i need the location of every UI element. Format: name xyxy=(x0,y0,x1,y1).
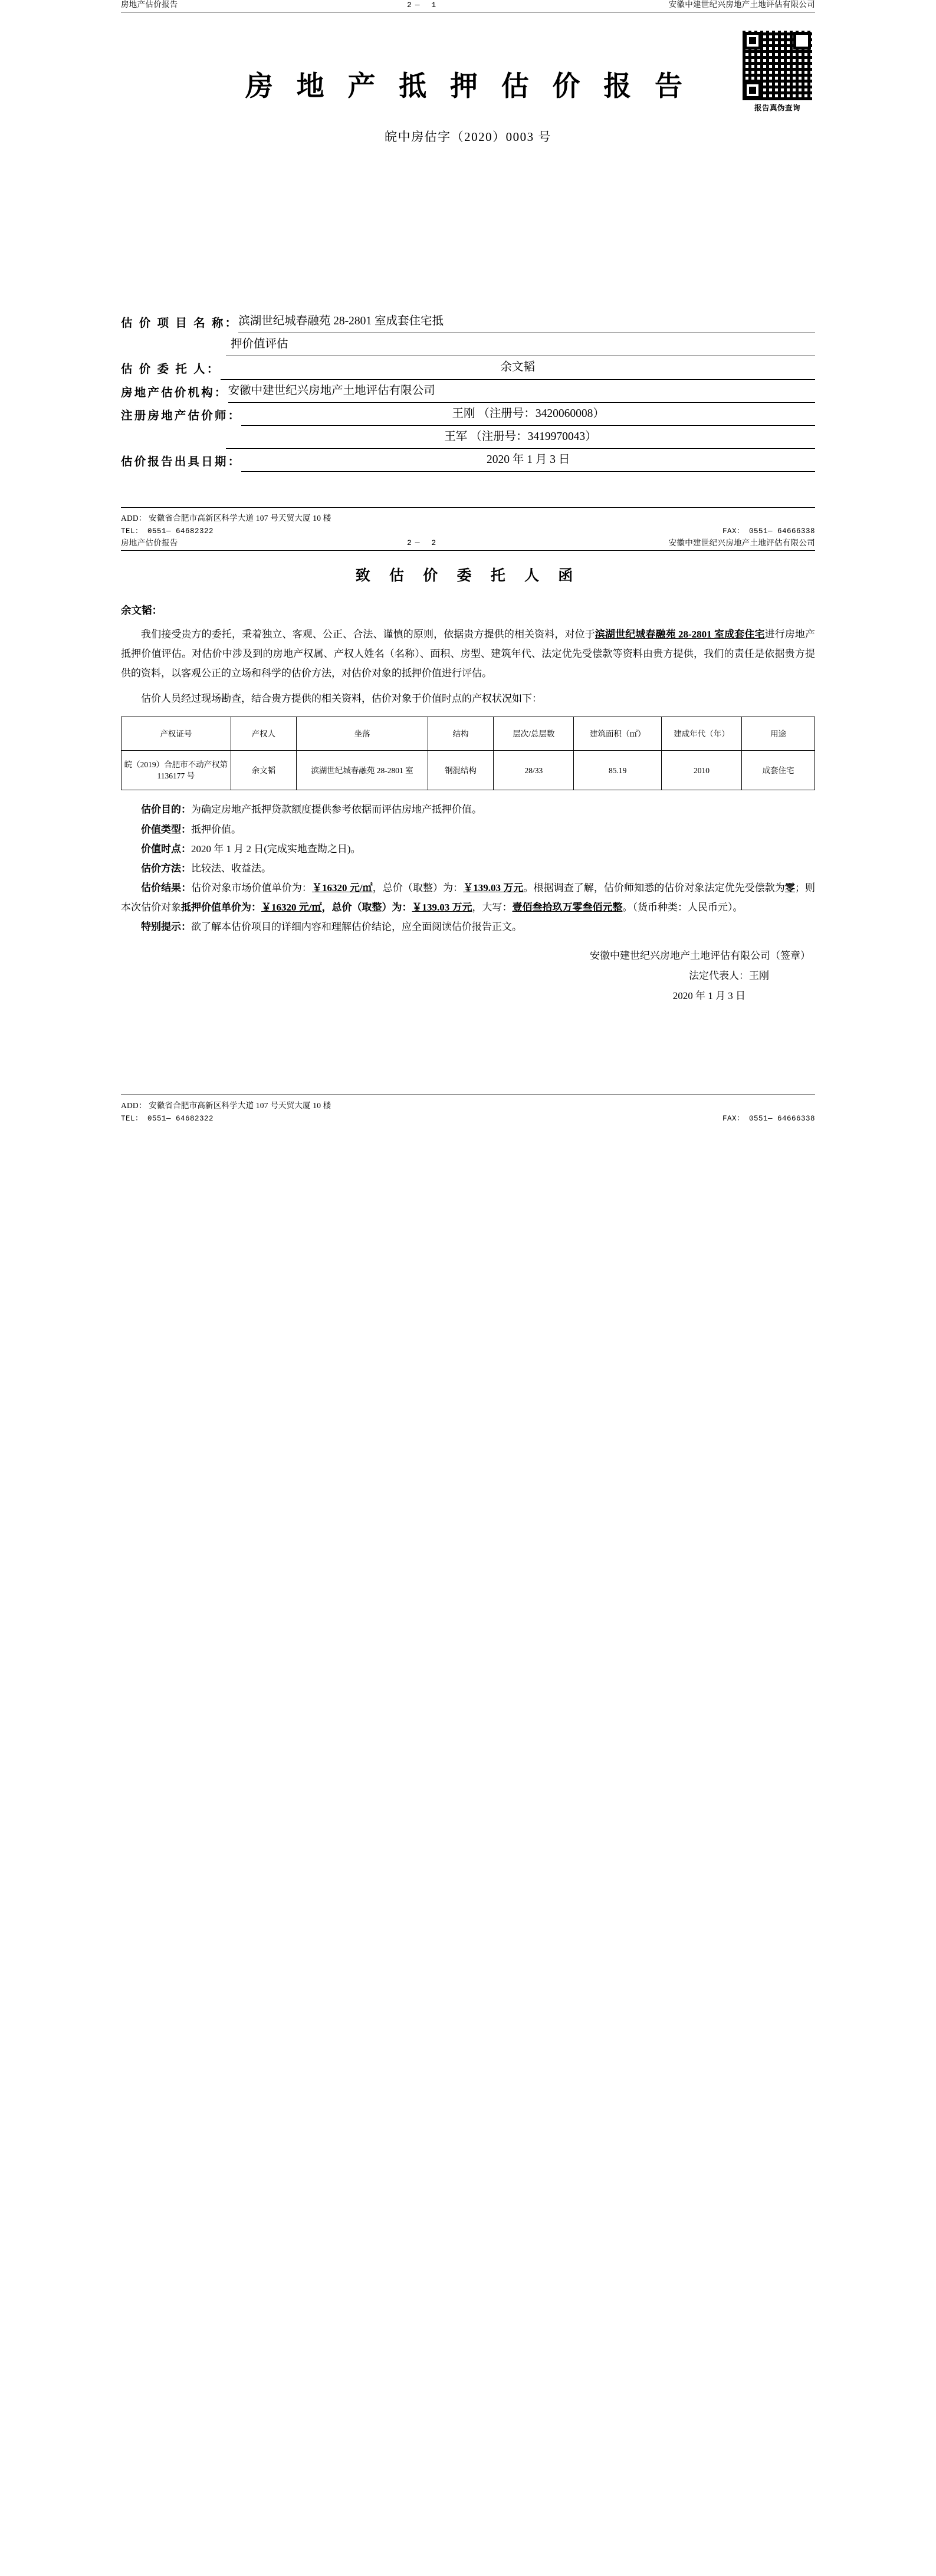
fax: FAX： 0551— 64666338 xyxy=(722,527,815,535)
result-mortgage-total-price: ￥139.03 万元 xyxy=(412,902,472,914)
cover-fields xyxy=(121,311,815,472)
result-part-d: ；则本次估价对象 xyxy=(121,882,816,914)
item-value: 为确定房地产抵押贷款额度提供参考依据而评估房地产抵押价值。 xyxy=(191,804,482,816)
para1-subject: 滨湖世纪城春融苑 28-2801 室成套住宅 xyxy=(595,628,765,640)
signature-date: 2020 年 1 月 3 日 xyxy=(672,990,745,1002)
letter-salutation: 余文韬： xyxy=(121,604,162,616)
field-value: 2020 年 1 月 3 日 xyxy=(241,450,815,472)
item-value-date xyxy=(121,839,815,859)
field-label: 估 价 委 托 人： xyxy=(121,363,221,376)
letter-paragraph-1 xyxy=(121,625,815,683)
running-header xyxy=(121,0,815,12)
field-value: 余文韬 xyxy=(221,357,815,379)
cover-page xyxy=(0,0,936,538)
result-amount-uppercase: 壹佰叁拾玖万零叁佰元整 xyxy=(512,902,623,914)
cover-address-block xyxy=(121,507,815,538)
running-header-left: 房地产估价报告 xyxy=(121,0,178,9)
qr-code-icon xyxy=(743,31,812,100)
page-title: 房 地 产 抵 押 估 价 报 告 xyxy=(245,71,691,103)
field-client xyxy=(121,357,815,379)
th-structure: 结构 xyxy=(428,717,493,751)
th-build-year: 建成年代（年） xyxy=(661,717,741,751)
td-certificate-no: 皖（2019）合肥市不动产权第 1136177 号 xyxy=(121,751,231,790)
qr-eye-pupil-top-right xyxy=(799,37,806,44)
result-key: 估价结果： xyxy=(141,882,192,893)
para1-part-c: 进行房地产抵押价值评估。对估价中涉及到的房地产权属、产权人姓名（名称）、面积、房型、建筑年代、法定优先受偿款等资料由贵方提供，我们的责任是依据贵方提供的资料，以客观公正的立场和科学的估价方法，对估价对象的抵押价值进行评估。 xyxy=(121,628,816,679)
cover-bottom-spacer xyxy=(121,473,815,507)
letter-address-block xyxy=(121,1095,815,1126)
field-label: 房地产估价机构： xyxy=(121,386,228,399)
result-part-f: ，总价（取整）为： xyxy=(321,902,412,914)
page-end-spacer xyxy=(121,1126,815,1161)
field-value: 滨湖世纪城春融苑 28-2801 室成套住宅抵 xyxy=(238,311,815,333)
running-header-right: 安徽中建世纪兴房地产土地评估有限公司 xyxy=(668,538,815,547)
th-floor: 层次/总层数 xyxy=(494,717,574,751)
contact-line xyxy=(121,1113,815,1126)
item-key: 估价目的： xyxy=(141,804,191,816)
result-part-e: 抵押价值单价为： xyxy=(181,902,261,914)
td-floor: 28/33 xyxy=(494,751,574,790)
report-code: 皖中房估字（2020）0003 号 xyxy=(385,130,551,144)
result-part-h: 。（货币种类：人民币元）。 xyxy=(622,902,743,914)
td-area: 85.19 xyxy=(574,751,662,790)
td-usage: 成套住宅 xyxy=(742,751,815,790)
letter-title: 致 估 价 委 托 人 函 xyxy=(355,567,581,584)
result-market-unit-price: ￥16320 元/㎡ xyxy=(311,882,373,893)
property-table xyxy=(121,717,815,790)
td-owner: 余文韬 xyxy=(231,751,296,790)
item-value-type xyxy=(121,820,815,839)
result-part-c: 。根据调查了解，估价师知悉的估价对象法定优先受偿款为 xyxy=(523,882,785,893)
table-row xyxy=(121,751,815,790)
signature-legal-representative: 法定代表人：王刚 xyxy=(689,970,769,982)
telephone: TEL： 0551— 64682322 xyxy=(121,1115,214,1123)
th-location: 坐落 xyxy=(297,717,428,751)
letter-page xyxy=(0,538,936,1161)
note-text: 欲了解本估价项目的详细内容和理解估价结论，应全面阅读估价报告正文。 xyxy=(191,921,522,933)
result-part-a: 估价对象市场价值单价为： xyxy=(191,882,312,893)
result-market-total-price: ￥139.03 万元 xyxy=(463,882,524,893)
th-certificate-no: 产权证号 xyxy=(121,717,231,751)
field-value: 安徽中建世纪兴房地产土地评估有限公司 xyxy=(228,381,815,403)
td-location: 滨湖世纪城春融苑 28-2801 室 xyxy=(297,751,428,790)
field-registered-appraisers xyxy=(121,404,815,426)
th-owner: 产权人 xyxy=(231,717,296,751)
signature-company: 安徽中建世纪兴房地产土地评估有限公司（签章） xyxy=(590,950,810,962)
field-project-name xyxy=(121,311,815,333)
note-key: 特别提示： xyxy=(141,921,191,933)
field-value-cont: 王军 （注册号：3419970043） xyxy=(226,427,815,449)
address-line: ADD： 安徽省合肥市高新区科学大道 107 号天贸大厦 10 楼 xyxy=(121,514,331,523)
qr-eye-pupil-top-left xyxy=(749,37,756,44)
result-part-g: ，大写： xyxy=(472,902,513,914)
cover-sheet xyxy=(0,0,936,538)
item-special-note xyxy=(121,917,815,937)
field-indent-spacer xyxy=(121,427,226,449)
item-key: 价值时点： xyxy=(141,843,191,855)
item-appraisal-result xyxy=(121,878,815,917)
item-key: 价值类型： xyxy=(141,823,191,835)
running-header-page: 2— 2 xyxy=(406,538,440,548)
item-value: 2020 年 1 月 2 日(完成实地查勘之日)。 xyxy=(191,843,361,855)
item-value: 抵押价值。 xyxy=(191,823,241,835)
result-prior-claim: 零 xyxy=(784,882,795,893)
letter-sheet xyxy=(0,538,936,1161)
qr-caption: 报告真伪查询 xyxy=(754,104,800,112)
item-value: 比较法、收益法。 xyxy=(191,862,271,874)
running-header-right: 安徽中建世纪兴房地产土地评估有限公司 xyxy=(668,0,815,9)
letter-bottom-spacer xyxy=(121,1006,815,1095)
td-structure: 钢混结构 xyxy=(428,751,493,790)
qr-eye-bottom-left xyxy=(744,81,761,99)
field-issue-date xyxy=(121,450,815,472)
running-header xyxy=(121,538,815,551)
letter-paragraph-2: 估价人员经过现场勘查，结合贵方提供的相关资料，估价对象于价值时点的产权状况如下： xyxy=(141,693,542,705)
qr-block xyxy=(740,31,815,113)
field-registered-appraisers-cont xyxy=(121,427,815,449)
field-label: 估价报告出具日期： xyxy=(121,456,242,469)
address-line: ADD： 安徽省合肥市高新区科学大道 107 号天贸大厦 10 楼 xyxy=(121,1101,331,1110)
contact-line xyxy=(121,525,815,538)
result-part-b: ，总价（取整）为： xyxy=(372,882,464,893)
para1-part-a: 我们接受贵方的委托，秉着独立、客观、公正、合法、谨慎的原则，依据贵方提供的相关资料，对位于 xyxy=(141,628,595,640)
td-build-year: 2010 xyxy=(661,751,741,790)
item-appraisal-method xyxy=(121,859,815,878)
telephone: TEL： 0551— 64682322 xyxy=(121,527,214,535)
fax: FAX： 0551— 64666338 xyxy=(722,1115,815,1123)
field-value-cont: 押价值评估 xyxy=(226,334,815,356)
running-header-page: 2— 1 xyxy=(406,0,440,9)
running-header-left: 房地产估价报告 xyxy=(121,538,178,547)
field-label: 估 价 项 目 名 称： xyxy=(121,317,239,330)
field-indent-spacer xyxy=(121,334,226,356)
field-label: 注册房地产估价师： xyxy=(121,409,242,422)
field-appraisal-agency xyxy=(121,381,815,403)
signature-block xyxy=(121,946,815,1006)
field-project-name-cont xyxy=(121,334,815,356)
field-value: 王刚 （注册号：3420060008） xyxy=(241,404,815,426)
result-mortgage-unit-price: ￥16320 元/㎡ xyxy=(261,902,322,914)
th-area: 建筑面积（㎡） xyxy=(574,717,662,751)
item-key: 估价方法： xyxy=(141,862,191,874)
item-appraisal-purpose xyxy=(121,800,815,819)
table-header-row xyxy=(121,717,815,751)
th-usage: 用途 xyxy=(742,717,815,751)
